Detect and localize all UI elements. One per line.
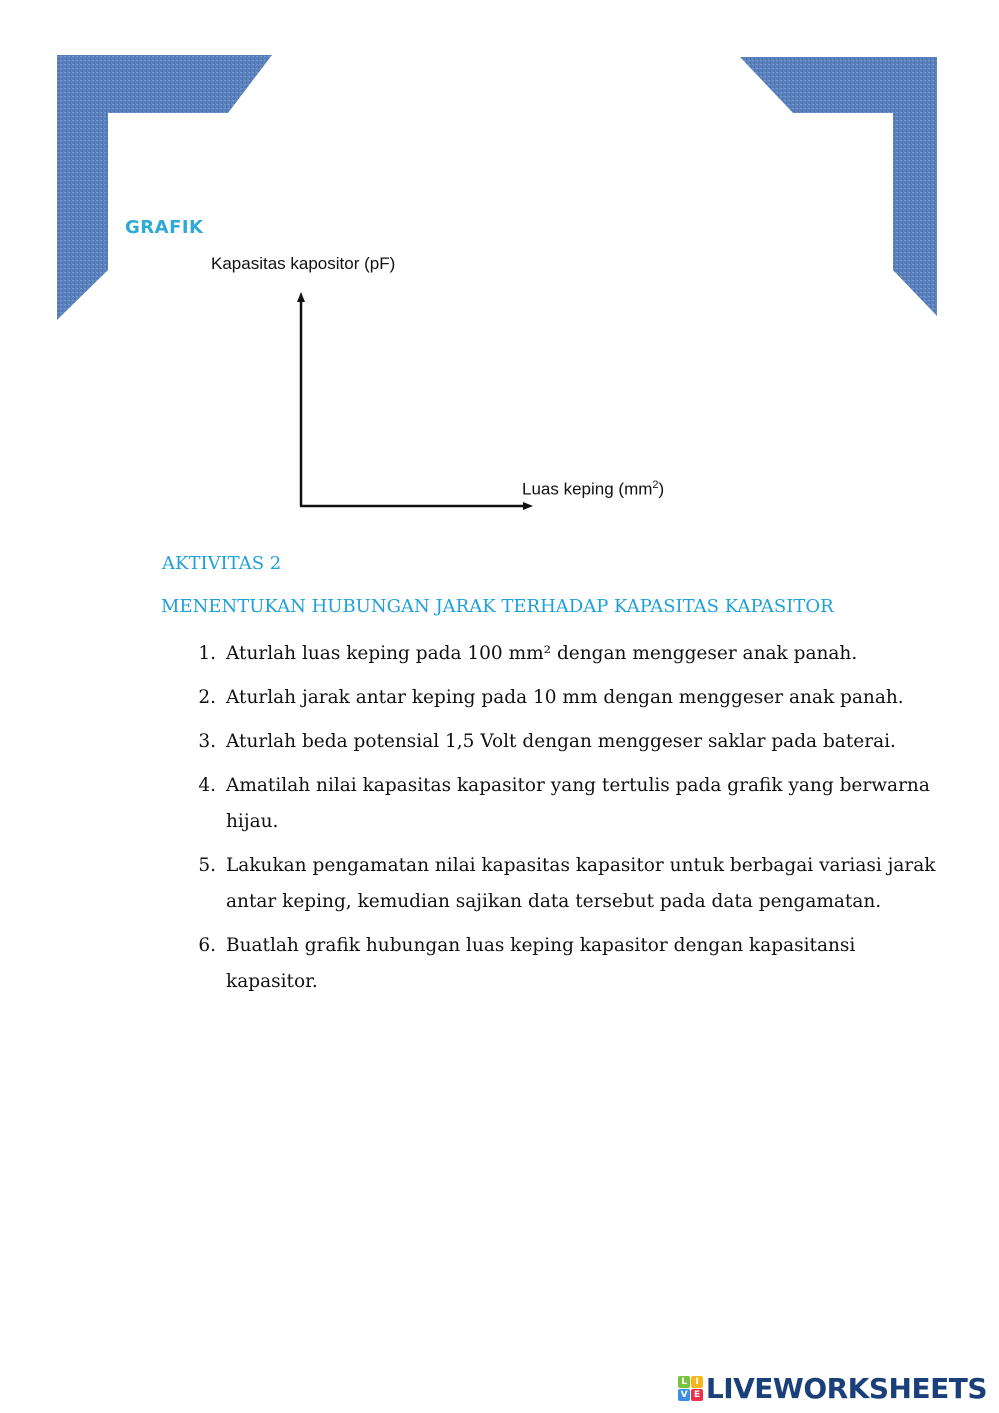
step-number: 5. <box>198 855 216 876</box>
section-label: GRAFIK <box>125 217 204 238</box>
logo-letter: E <box>691 1389 703 1401</box>
x-axis-label-close: ) <box>658 479 665 499</box>
logo-icon <box>678 1376 703 1401</box>
activity-title: AKTIVITAS 2 <box>162 553 282 574</box>
decorative-frame-corners <box>0 0 999 560</box>
step-number: 4. <box>198 775 216 796</box>
step-text: Aturlah jarak antar keping pada 10 mm dengan menggeser anak panah. <box>226 687 904 708</box>
step-text: Buatlah grafik hubungan luas keping kapasitor dengan kapasitansi kapasitor. <box>226 935 856 992</box>
logo-letter: I <box>691 1376 703 1388</box>
step-number: 2. <box>198 687 216 708</box>
frame-corner-right <box>740 57 937 316</box>
x-axis-label-sup: 2 <box>652 479 659 491</box>
y-axis-label: Kapasitas kapositor (pF) <box>211 254 396 273</box>
list-item <box>170 636 950 672</box>
x-axis-label-text: Luas keping (mm <box>522 479 653 499</box>
step-text: Aturlah beda potensial 1,5 Volt dengan menggeser saklar pada baterai. <box>226 731 896 752</box>
step-text: Lakukan pengamatan nilai kapasitas kapasitor untuk berbagai variasi jarak antar keping, kemudian sajikan data tersebut pada data pengamatan. <box>226 855 936 912</box>
list-item <box>170 680 950 716</box>
list-item <box>170 768 950 840</box>
activity-subtitle: MENENTUKAN HUBUNGAN JARAK TERHADAP KAPASITAS KAPASITOR <box>161 596 834 617</box>
logo-text: LIVEWORKSHEETS <box>705 1372 987 1405</box>
step-text: Aturlah luas keping pada 100 mm² dengan menggeser anak panah. <box>226 643 858 664</box>
step-number: 1. <box>198 643 216 664</box>
step-text: Amatilah nilai kapasitas kapasitor yang tertulis pada grafik yang berwarna hijau. <box>226 775 930 832</box>
graph-axes <box>297 292 533 510</box>
list-item <box>170 928 950 1000</box>
y-axis-arrow <box>297 292 305 302</box>
frame-corner-left <box>57 55 272 320</box>
liveworksheets-logo <box>678 1372 987 1405</box>
list-item <box>170 848 950 920</box>
logo-letter: L <box>678 1376 690 1388</box>
step-number: 6. <box>198 935 216 956</box>
steps-list <box>170 636 950 1008</box>
list-item <box>170 724 950 760</box>
logo-letter: V <box>678 1389 690 1401</box>
x-axis-label <box>522 479 664 500</box>
x-axis-arrow <box>523 502 533 510</box>
step-number: 3. <box>198 731 216 752</box>
